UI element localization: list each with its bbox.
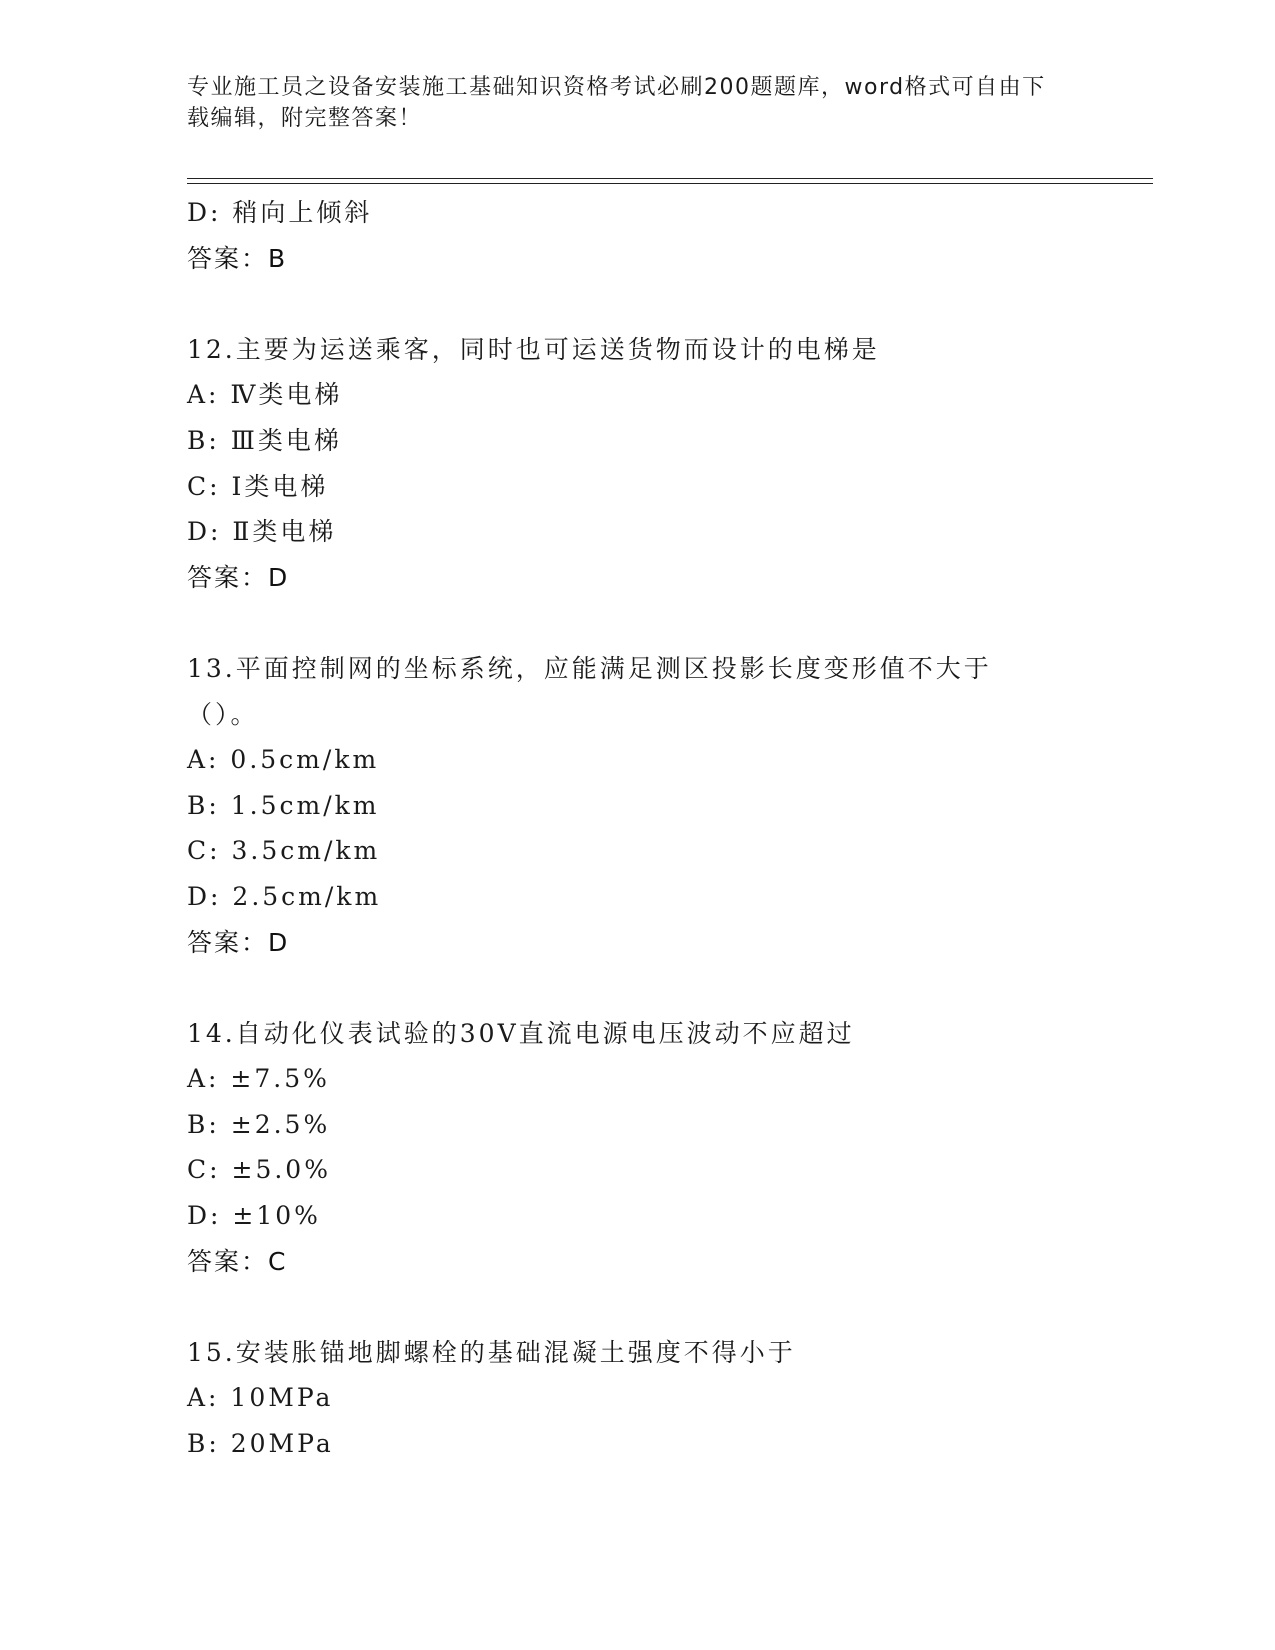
option-b: B: ±2.5% bbox=[187, 1109, 331, 1139]
answer-line: 答案：C bbox=[187, 1246, 288, 1276]
option-c: C: 3.5cm/km bbox=[187, 836, 381, 866]
answer-line: 答案：D bbox=[187, 927, 290, 957]
question-12 bbox=[187, 327, 1087, 601]
option-d: D: Ⅱ类电梯 bbox=[187, 517, 337, 547]
spacer bbox=[187, 965, 1087, 1011]
option-c: C: Ⅰ类电梯 bbox=[187, 471, 329, 501]
option-a: A: 10MPa bbox=[187, 1383, 334, 1413]
option-b: B: Ⅲ类电梯 bbox=[187, 425, 342, 455]
option-a: A: Ⅳ类电梯 bbox=[187, 380, 343, 410]
question-stem: 15.安装胀锚地脚螺栓的基础混凝土强度不得小于 bbox=[187, 1337, 796, 1367]
answer-line: 答案：D bbox=[187, 562, 290, 592]
option-d: D: ±10% bbox=[187, 1201, 321, 1231]
option-b: B: 20MPa bbox=[187, 1429, 334, 1459]
option-b: B: 1.5cm/km bbox=[187, 790, 380, 820]
spacer bbox=[187, 1284, 1087, 1330]
option-a: A: ±7.5% bbox=[187, 1064, 330, 1094]
question-stem: 14.自动化仪表试验的30V直流电源电压波动不应超过 bbox=[187, 1018, 855, 1048]
header-rule-bottom bbox=[187, 183, 1153, 184]
question-stem: 13.平面控制网的坐标系统，应能满足测区投影长度变形值不大于（）。 bbox=[187, 653, 992, 729]
option-d: D: 稍向上倾斜 bbox=[187, 198, 373, 227]
question-13 bbox=[187, 646, 1087, 965]
option-c: C: ±5.0% bbox=[187, 1155, 331, 1185]
question-14 bbox=[187, 1011, 1087, 1285]
spacer bbox=[187, 600, 1087, 646]
answer-line: 答案：B bbox=[187, 243, 288, 273]
header-rule-top bbox=[187, 178, 1153, 179]
page-header: 专业施工员之设备安装施工基础知识资格考试必刷200题题库，word格式可自由下载编辑，附完整答案！ bbox=[187, 75, 1046, 131]
option-d: D: 2.5cm/km bbox=[187, 881, 382, 911]
option-a: A: 0.5cm/km bbox=[187, 745, 380, 775]
spacer bbox=[187, 281, 1087, 327]
question-stem: 12.主要为运送乘客，同时也可运送货物而设计的电梯是 bbox=[187, 334, 880, 364]
question-content bbox=[187, 190, 1087, 1467]
question-15 bbox=[187, 1330, 1087, 1467]
